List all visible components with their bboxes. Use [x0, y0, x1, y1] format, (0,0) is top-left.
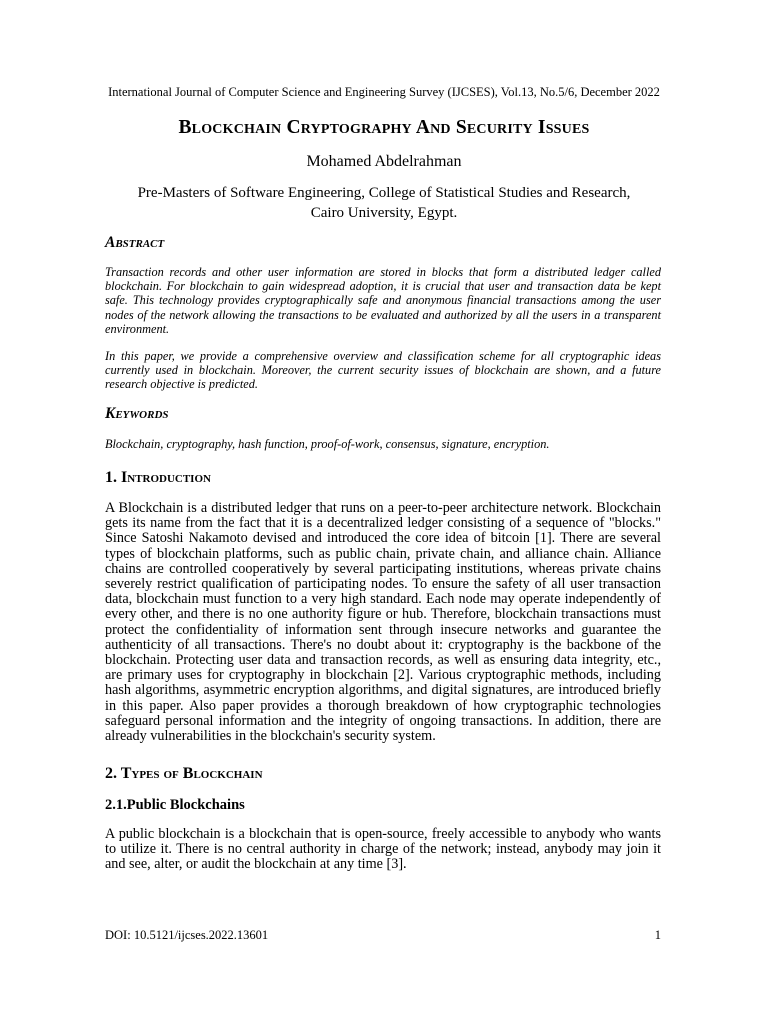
affiliation-line-2: Cairo University, Egypt. [310, 205, 458, 221]
public-blockchains-subheading: 2.1.Public Blockchains [105, 797, 245, 813]
journal-running-header: International Journal of Computer Science and Engineering Survey (IJCSES), Vol.13, No.5/6, December 2022 [108, 85, 660, 99]
author-affiliation [0, 183, 768, 223]
keywords-text: Blockchain, cryptography, hash function, proof-of-work, consensus, signature, encryption. [105, 437, 550, 451]
introduction-paragraph: A Blockchain is a distributed ledger that runs on a peer-to-peer architecture network. Blockchain gets its name from the fact that it is a decentralized ledger consisting of a sequence of "blocks." Since Satoshi Nakamoto devised and introduced the core idea of bitcoin [1]. There are several types of blockchain platforms, such as public chain, private chain, and alliance chain. Alliance chains are controlled cooperatively by several participating institutions, whereas private chains severely restrict qualification of participating nodes. To ensure the safety of all user transaction data, blockchain must function to a very high standard. Each node may operate independently of every other, and there is no one authority figure or hub. Therefore, blockchain transactions must protect the confidentiality of information sent through insecure networks and guarantee the authenticity of all transactions. There's no doubt about it: cryptography is the backbone of the blockchain. Protecting user data and transaction records, as well as ensuring data integrity, etc., are primary uses for cryptography in blockchain [2]. Various cryptographic methods, including hash algorithms, asymmetric encryption algorithms, and digital signatures, are introduced briefly in this paper. Also paper provides a thorough breakdown of how cryptographic technologies safeguard personal information and the integrity of ongoing transactions. In addition, there are already vulnerabilities in the blockchain's security system. [105, 500, 661, 745]
introduction-heading: 1. Introduction [105, 469, 211, 486]
affiliation-line-1: Pre-Masters of Software Engineering, College of Statistical Studies and Research, [137, 185, 631, 201]
keywords-heading: Keywords [105, 405, 169, 422]
abstract-paragraph-2: In this paper, we provide a comprehensive overview and classification scheme for all cryptographic ideas currently used in blockchain. Moreover, the current security issues of blockchain are shown, and a future research objective is predicted. [105, 349, 661, 392]
public-blockchains-paragraph: A public blockchain is a blockchain that is open-source, freely accessible to anybody who wants to utilize it. There is no central authority in charge of the network; instead, anybody may join it and see, alter, or audit the blockchain at any time [3]. [105, 826, 661, 873]
abstract-heading: Abstract [105, 234, 165, 251]
footer-doi: DOI: 10.5121/ijcses.2022.13601 [105, 928, 269, 942]
types-heading: 2. Types of Blockchain [105, 765, 263, 782]
abstract-paragraph-1: Transaction records and other user information are stored in blocks that form a distributed ledger called blockchain. For blockchain to gain widespread adoption, it is crucial that user and transaction data be kept safe. This technology provides cryptographically safe and anonymous financial transactions among the user nodes of the network allowing the transactions to be evaluated and authorized by all the users in a transparent environment. [105, 265, 661, 336]
author-name: Mohamed Abdelrahman [306, 153, 462, 170]
footer-page-number: 1 [654, 928, 661, 942]
paper-title: Blockchain Cryptography And Security Issues [178, 117, 590, 138]
